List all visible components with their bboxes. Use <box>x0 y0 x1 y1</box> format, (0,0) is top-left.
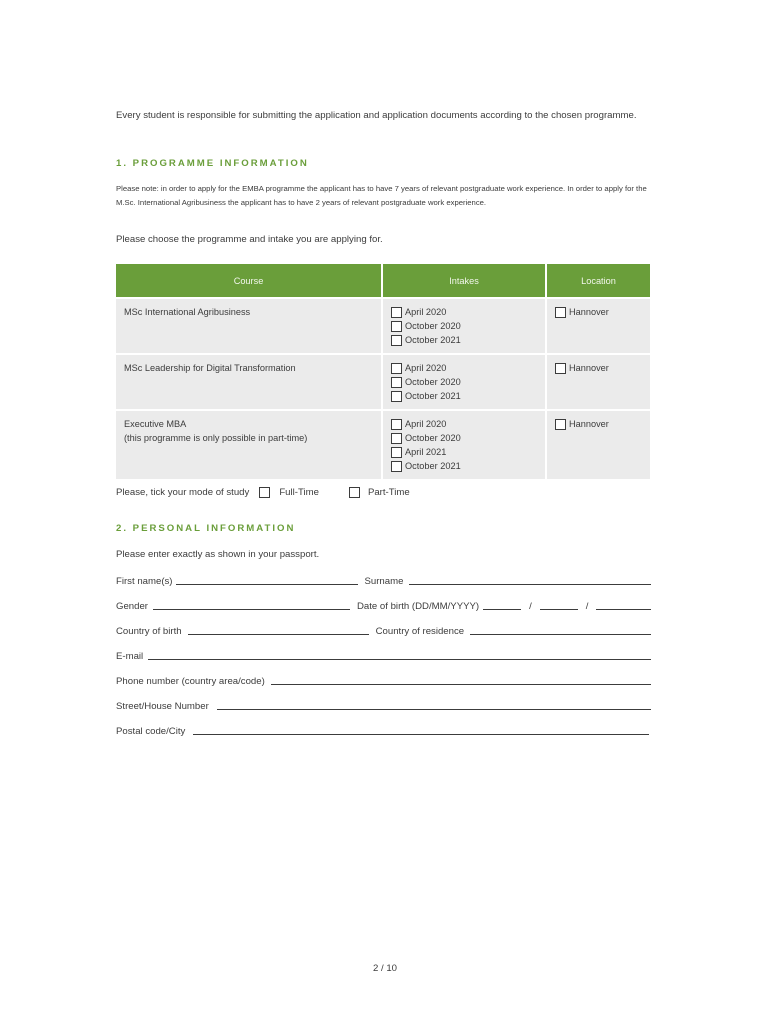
intakes-cell <box>382 354 546 410</box>
full-time-checkbox[interactable] <box>259 487 270 498</box>
study-mode-row <box>116 487 410 498</box>
course-note: (this programme is only possible in part-time) <box>124 433 308 443</box>
gender-dob-row <box>116 598 651 612</box>
country-birth-field[interactable] <box>188 634 369 635</box>
gender-field[interactable] <box>153 609 350 610</box>
checkbox[interactable] <box>391 461 402 472</box>
checkbox[interactable] <box>555 307 566 318</box>
intake-option[interactable] <box>391 389 537 403</box>
intake-option[interactable] <box>391 375 537 389</box>
intake-option[interactable] <box>391 361 537 375</box>
intakes-cell <box>382 410 546 479</box>
header-location: Location <box>546 264 650 298</box>
course-cell <box>116 410 382 479</box>
intake-label: April 2020 <box>405 419 447 429</box>
email-row <box>116 648 651 662</box>
dob-day-field[interactable] <box>483 609 521 610</box>
country-birth-label: Country of birth <box>116 626 182 637</box>
study-mode-label: Please, tick your mode of study <box>116 487 250 498</box>
checkbox[interactable] <box>391 363 402 374</box>
part-time-label: Part-Time <box>367 487 410 498</box>
intake-label: October 2021 <box>405 461 461 471</box>
checkbox[interactable] <box>391 391 402 402</box>
section-programme-heading: 1. PROGRAMME INFORMATION <box>116 158 309 169</box>
part-time-checkbox[interactable] <box>349 487 360 498</box>
course-name: MSc Leadership for Digital Transformation <box>124 363 296 373</box>
checkbox[interactable] <box>391 307 402 318</box>
location-option[interactable] <box>555 417 642 431</box>
dob-year-field[interactable] <box>596 609 651 610</box>
programme-note: Please note: in order to apply for the EMBA programme the applicant has to have 7 years of relevant postgraduate work experience. In order to apply for the M.Sc. International Agribusiness the applicant has to have 2 years of relevant postgraduate work experience. <box>116 184 647 207</box>
intake-label: April 2021 <box>405 447 447 457</box>
checkbox[interactable] <box>555 363 566 374</box>
intake-option[interactable] <box>391 319 537 333</box>
course-name: Executive MBA <box>124 419 187 429</box>
phone-field[interactable] <box>271 684 651 685</box>
intakes-cell <box>382 298 546 354</box>
checkbox[interactable] <box>391 321 402 332</box>
country-row <box>116 623 651 637</box>
location-label: Hannover <box>569 307 609 317</box>
email-label: E-mail <box>116 651 144 662</box>
phone-row <box>116 673 651 687</box>
gender-label: Gender <box>116 601 148 612</box>
location-cell <box>546 354 650 410</box>
checkbox[interactable] <box>391 419 402 430</box>
table-row <box>116 354 650 410</box>
checkbox[interactable] <box>555 419 566 430</box>
street-field[interactable] <box>217 709 651 710</box>
intake-option[interactable] <box>391 417 537 431</box>
programme-table <box>116 264 650 479</box>
table-row <box>116 298 650 354</box>
street-row <box>116 698 651 712</box>
date-separator: / <box>585 601 589 612</box>
table-row <box>116 410 650 479</box>
intake-option[interactable] <box>391 459 537 473</box>
email-field[interactable] <box>148 659 651 660</box>
intake-label: October 2021 <box>405 335 461 345</box>
checkbox[interactable] <box>391 377 402 388</box>
location-cell <box>546 410 650 479</box>
date-separator: / <box>529 601 532 612</box>
postal-label: Postal code/City <box>116 726 186 737</box>
name-row <box>116 573 651 587</box>
checkbox[interactable] <box>391 335 402 346</box>
course-name: MSc International Agribusiness <box>124 307 251 317</box>
country-residence-label: Country of residence <box>375 626 465 637</box>
intake-option[interactable] <box>391 445 537 459</box>
section-personal-heading: 2. PERSONAL INFORMATION <box>116 523 296 534</box>
country-residence-field[interactable] <box>470 634 651 635</box>
location-option[interactable] <box>555 361 642 375</box>
street-label: Street/House Number <box>116 701 209 712</box>
intake-option[interactable] <box>391 333 537 347</box>
phone-label: Phone number (country area/code) <box>116 676 265 687</box>
checkbox[interactable] <box>391 447 402 458</box>
dob-month-field[interactable] <box>540 609 578 610</box>
page-number: 2 / 10 <box>372 963 397 974</box>
location-cell <box>546 298 650 354</box>
passport-note: Please enter exactly as shown in your passport. <box>116 549 320 560</box>
intake-label: April 2020 <box>405 363 447 373</box>
choose-instruction: Please choose the programme and intake you are applying for. <box>116 234 383 245</box>
intake-option[interactable] <box>391 431 537 445</box>
header-course: Course <box>116 264 382 298</box>
full-time-label: Full-Time <box>279 487 319 498</box>
location-label: Hannover <box>569 419 609 429</box>
course-cell <box>116 298 382 354</box>
intake-label: April 2020 <box>405 307 447 317</box>
intake-label: October 2020 <box>405 321 461 331</box>
postal-row <box>116 723 649 737</box>
course-cell <box>116 354 382 410</box>
header-intakes: Intakes <box>382 264 546 298</box>
postal-field[interactable] <box>193 734 649 735</box>
dob-label: Date of birth (DD/MM/YYYY) <box>357 601 480 612</box>
intake-label: October 2020 <box>405 377 461 387</box>
intake-label: October 2021 <box>405 391 461 401</box>
first-name-field[interactable] <box>176 584 358 585</box>
intro-text: Every student is responsible for submitting the application and application documents according to the chosen programme. <box>116 110 637 121</box>
surname-field[interactable] <box>409 584 651 585</box>
intake-option[interactable] <box>391 305 537 319</box>
surname-label: Surname <box>364 576 404 587</box>
checkbox[interactable] <box>391 433 402 444</box>
first-name-label: First name(s) <box>116 576 173 587</box>
intake-label: October 2020 <box>405 433 461 443</box>
location-option[interactable] <box>555 305 642 319</box>
location-label: Hannover <box>569 363 609 373</box>
